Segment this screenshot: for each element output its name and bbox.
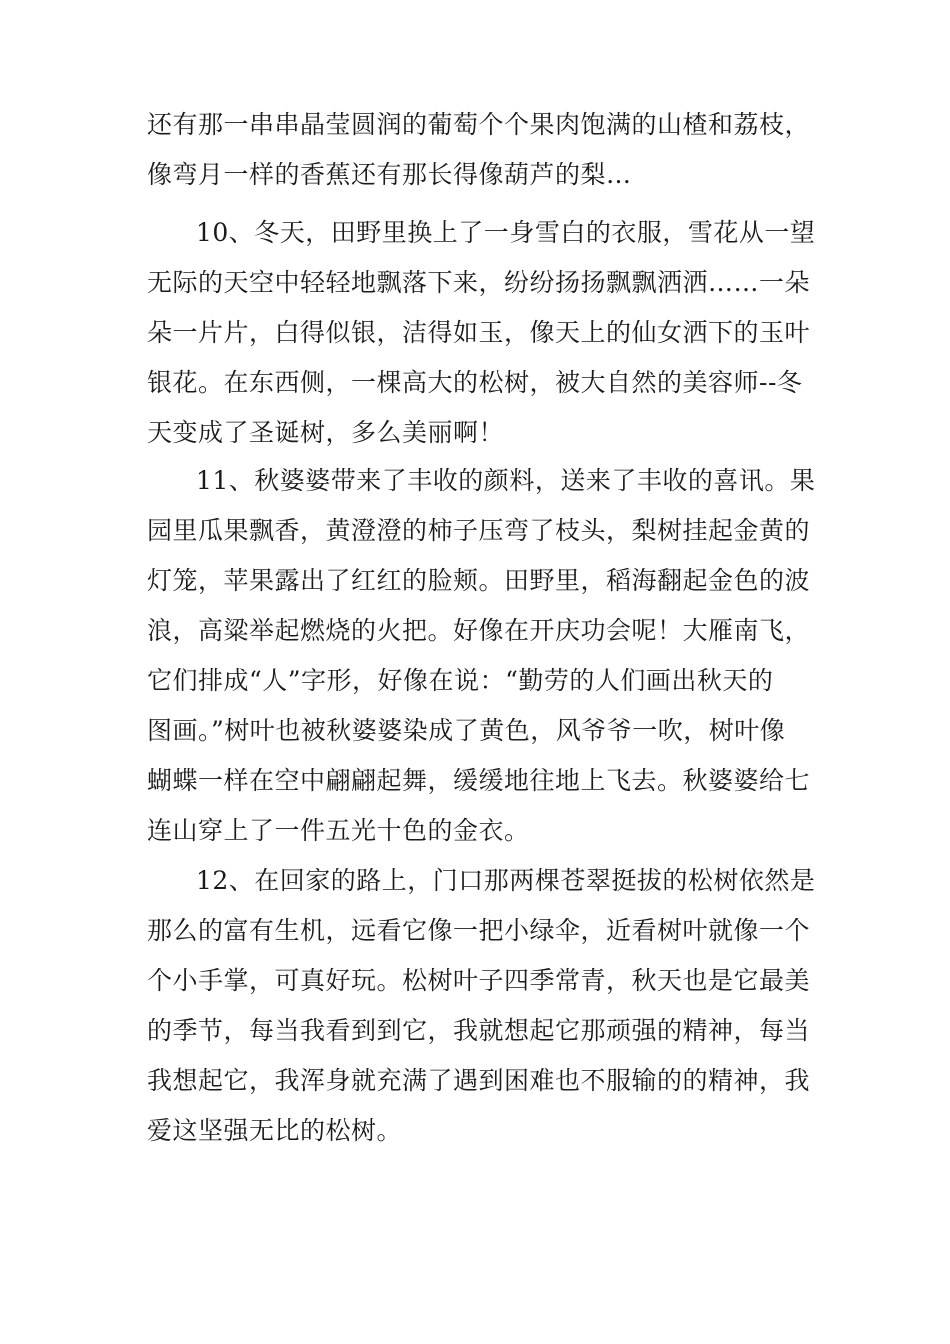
paragraph-10-start: 10、冬天，田野里换上了一身雪白的衣服，雪花从一望 — [196, 218, 816, 247]
paragraph-12-start: 12、在回家的路上，门口那两棵苍翠挺拔的松树依然是 — [196, 866, 816, 895]
text-line: 蝴蝶一样在空中翩翩起舞，缓缓地往地上飞去。秋婆婆给七 — [147, 766, 811, 795]
text-line: 无际的天空中轻轻地飘落下来，纷纷扬扬飘飘洒洒……一朵 — [147, 268, 811, 297]
paragraph-11-start: 11、秋婆婆带来了丰收的颜料，送来了丰收的喜讯。果 — [196, 466, 816, 495]
text-line: 爱这坚强无比的松树。 — [147, 1116, 403, 1145]
text-line: 那么的富有生机，远看它像一把小绿伞，近看树叶就像一个 — [147, 916, 811, 945]
text-line: 我想起它，我浑身就充满了遇到困难也不服输的的精神，我 — [147, 1066, 811, 1095]
text-line: 银花。在东西侧，一棵高大的松树，被大自然的美容师--冬 — [147, 368, 803, 397]
text-line: 园里瓜果飘香，黄澄澄的柿子压弯了枝头，梨树挂起金黄的 — [147, 516, 811, 545]
text-line: 天变成了圣诞树，多么美丽啊！ — [147, 418, 505, 447]
text-line: 朵一片片，白得似银，洁得如玉，像天上的仙女洒下的玉叶 — [147, 318, 811, 347]
text-line: 还有那一串串晶莹圆润的葡萄个个果肉饱满的山楂和荔枝， — [147, 110, 811, 139]
text-line: 连山穿上了一件五光十色的金衣。 — [147, 816, 530, 845]
text-line: 图画。”树叶也被秋婆婆染成了黄色，风爷爷一吹，树叶像 — [147, 716, 786, 745]
text-line: 灯笼，苹果露出了红红的脸颊。田野里，稻海翻起金色的波 — [147, 566, 811, 595]
text-line: 像弯月一样的香蕉还有那长得像葫芦的梨… — [147, 160, 632, 189]
text-line: 的季节，每当我看到到它，我就想起它那顽强的精神，每当 — [147, 1016, 811, 1045]
text-line: 它们排成“人”字形，好像在说：“勤劳的人们画出秋天的 — [147, 666, 774, 695]
text-line: 个小手掌，可真好玩。松树叶子四季常青，秋天也是它最美 — [147, 966, 811, 995]
text-line: 浪，高粱举起燃烧的火把。好像在开庆功会呢！大雁南飞， — [147, 616, 811, 645]
